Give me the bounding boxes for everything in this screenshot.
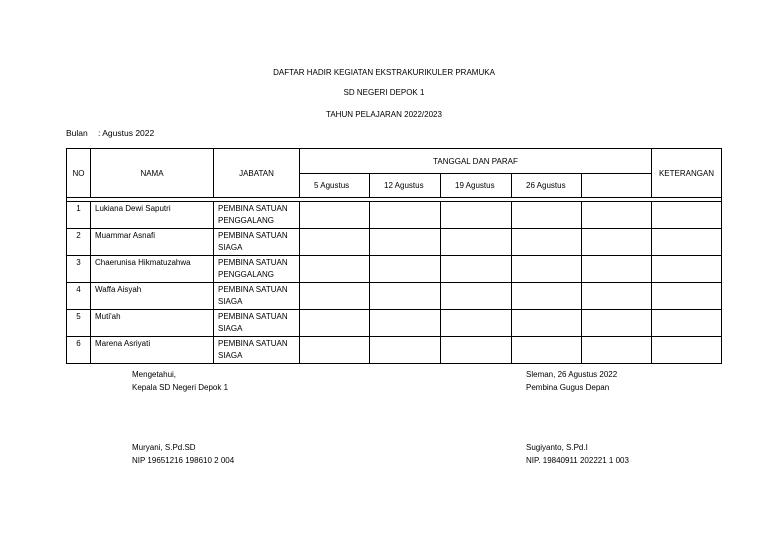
row-nama: Chaerunisa Hikmatuzahwa (91, 256, 214, 283)
paraf-cell (370, 283, 441, 310)
row-no: 2 (67, 229, 91, 256)
paraf-cell (370, 256, 441, 283)
signature-left-line2: Kepala SD Negeri Depok 1 (132, 383, 229, 392)
paraf-cell (300, 283, 370, 310)
paraf-cell (441, 283, 512, 310)
paraf-cell (582, 256, 652, 283)
row-jabatan (214, 256, 300, 283)
academic-year: TAHUN PELAJARAN 2022/2023 (326, 110, 442, 119)
row-nama: Lukiana Dewi Saputri (91, 202, 214, 229)
paraf-cell (300, 337, 370, 364)
table-row (67, 229, 722, 256)
jabatan-line: PEMBINA SATUAN (218, 339, 288, 348)
paraf-cell (300, 229, 370, 256)
jabatan-line: SIAGA (218, 324, 243, 333)
paraf-cell (300, 310, 370, 337)
row-nama: Waffa Aisyah (91, 283, 214, 310)
row-nama: Muti'ah (91, 310, 214, 337)
paraf-cell (441, 202, 512, 229)
jabatan-line: PENGGALANG (218, 270, 275, 279)
date-header: 26 Agustus (512, 174, 582, 198)
paraf-cell (582, 202, 652, 229)
signature-left-line1: Mengetahui, (132, 370, 177, 379)
signature-right-line1: Sleman, 26 Agustus 2022 (526, 370, 618, 379)
jabatan-line: SIAGA (218, 351, 243, 360)
row-no: 3 (67, 256, 91, 283)
paraf-cell (582, 229, 652, 256)
paraf-cell (300, 256, 370, 283)
paraf-cell (512, 256, 582, 283)
paraf-cell (512, 229, 582, 256)
paraf-cell (441, 310, 512, 337)
jabatan-line: PEMBINA SATUAN (218, 285, 288, 294)
jabatan-line: SIAGA (218, 243, 243, 252)
row-jabatan (214, 229, 300, 256)
month-line (66, 128, 154, 138)
paraf-cell (441, 229, 512, 256)
date-header: 5 Agustus (300, 174, 370, 198)
table-row (67, 310, 722, 337)
keterangan-cell (652, 310, 722, 337)
month-label: Bulan (66, 128, 88, 138)
signature-right-line2: Pembina Gugus Depan (526, 383, 610, 392)
table-row (67, 283, 722, 310)
date-header: 12 Agustus (370, 174, 441, 198)
header-jabatan: JABATAN (214, 149, 300, 198)
table-row (67, 202, 722, 229)
date-header: 19 Agustus (441, 174, 512, 198)
paraf-cell (370, 337, 441, 364)
signature-left-name: Muryani, S.Pd.SD (132, 443, 196, 452)
keterangan-cell (652, 202, 722, 229)
paraf-cell (512, 310, 582, 337)
row-no: 4 (67, 283, 91, 310)
table-row (67, 256, 722, 283)
paraf-cell (582, 283, 652, 310)
paraf-cell (512, 337, 582, 364)
row-jabatan (214, 337, 300, 364)
paraf-cell (300, 202, 370, 229)
row-jabatan (214, 283, 300, 310)
row-jabatan (214, 310, 300, 337)
keterangan-cell (652, 256, 722, 283)
header-no: NO (67, 149, 91, 198)
paraf-cell (441, 256, 512, 283)
keterangan-cell (652, 337, 722, 364)
date-header (582, 174, 652, 198)
signature-right-block (526, 441, 629, 467)
document-title: DAFTAR HADIR KEGIATAN EKSTRAKURIKULER PRAMUKA (273, 68, 495, 77)
row-jabatan (214, 202, 300, 229)
row-nama: Marena Asriyati (91, 337, 214, 364)
month-value: : Agustus 2022 (98, 128, 155, 138)
paraf-cell (370, 229, 441, 256)
paraf-cell (582, 337, 652, 364)
signature-right-nip: NIP. 19840911 202221 1 003 (526, 456, 629, 465)
jabatan-line: PEMBINA SATUAN (218, 258, 288, 267)
header-tanggal-paraf: TANGGAL DAN PARAF (300, 149, 652, 174)
paraf-cell (370, 310, 441, 337)
signature-left-nip: NIP 19651216 198610 2 004 (132, 456, 235, 465)
table-row (67, 337, 722, 364)
paraf-cell (512, 202, 582, 229)
jabatan-line: SIAGA (218, 297, 243, 306)
paraf-cell (370, 202, 441, 229)
signature-right-name: Sugiyanto, S.Pd.I (526, 443, 588, 452)
jabatan-line: PEMBINA SATUAN (218, 204, 288, 213)
jabatan-line: PEMBINA SATUAN (218, 312, 288, 321)
row-no: 1 (67, 202, 91, 229)
row-no: 6 (67, 337, 91, 364)
row-nama: Muammar Asnafi (91, 229, 214, 256)
header-nama: NAMA (91, 149, 214, 198)
paraf-cell (582, 310, 652, 337)
keterangan-cell (652, 283, 722, 310)
attendance-table (66, 148, 722, 364)
row-no: 5 (67, 310, 91, 337)
signature-left-heading (132, 368, 228, 394)
paraf-cell (512, 283, 582, 310)
signature-left-block (132, 441, 234, 467)
paraf-cell (441, 337, 512, 364)
header-keterangan: KETERANGAN (652, 149, 722, 198)
school-name: SD NEGERI DEPOK 1 (343, 88, 425, 97)
jabatan-line: PENGGALANG (218, 216, 275, 225)
signature-right-heading (526, 368, 617, 394)
jabatan-line: PEMBINA SATUAN (218, 231, 288, 240)
keterangan-cell (652, 229, 722, 256)
